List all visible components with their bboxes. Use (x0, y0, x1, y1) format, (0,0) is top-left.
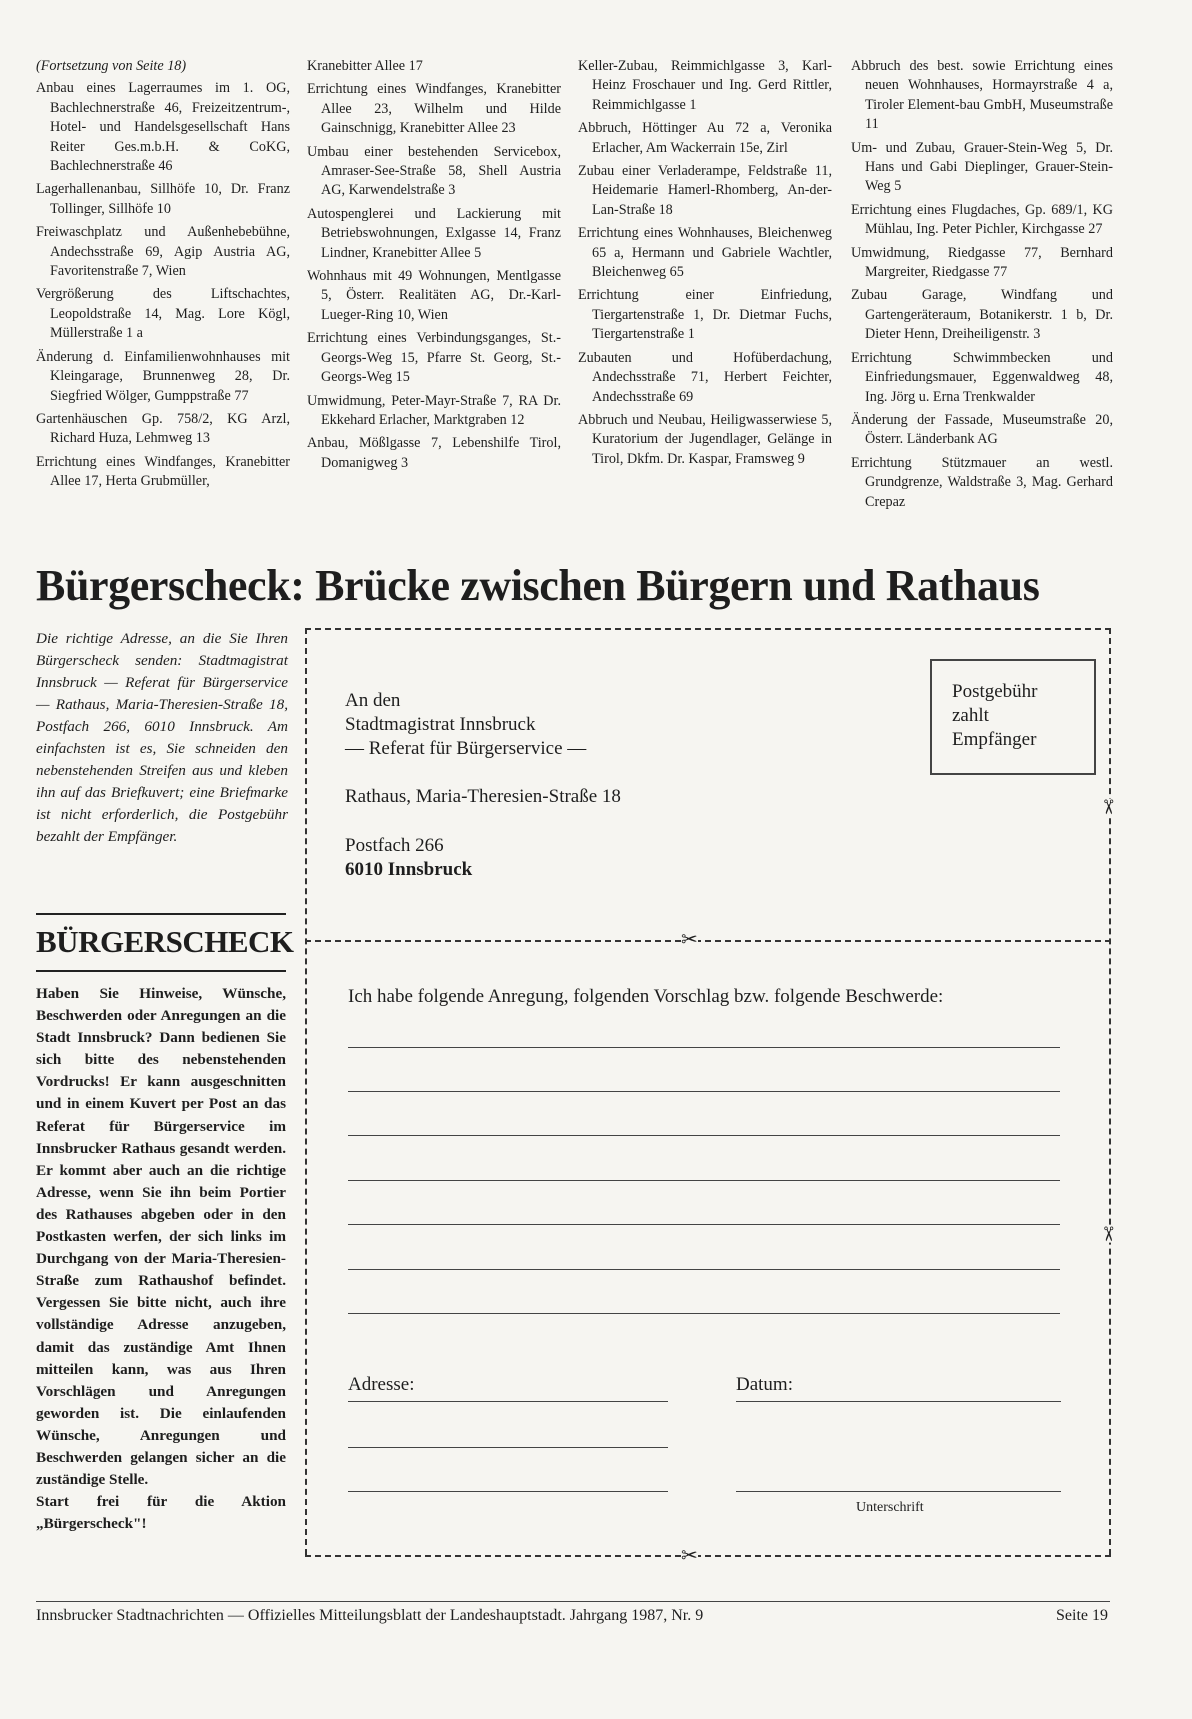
notice-entry: Wohnhaus mit 49 Wohnungen, Mentlgasse 5, Österr. Realitäten AG, Dr.-Karl-Lueger-Ring 10, Wien (307, 268, 561, 323)
continuation-note: (Fortsetzung von Seite 18) (36, 58, 187, 74)
writing-line[interactable] (348, 1313, 1060, 1314)
date-label: Datum: (736, 1374, 793, 1395)
form-prompt: Ich habe folgende Anregung, folgenden Vorschlag bzw. folgende Beschwerde: (348, 986, 944, 1007)
address-field[interactable] (348, 1447, 668, 1448)
writing-line[interactable] (348, 1269, 1060, 1270)
column-1 (36, 57, 290, 496)
notice-entry: Errichtung eines Windfanges, Kranebitter Allee 23, Wilhelm und Hilde Gainschnigg, Kranebitter Allee 23 (307, 81, 561, 137)
cut-line-right (1109, 628, 1111, 1555)
footer-rule (36, 1601, 1110, 1602)
notice-entry: Errichtung eines Verbindungsganges, St.-Georgs-Weg 15, Pfarre St. Georg, St.-Georgs-Weg 15 (307, 330, 561, 386)
notice-entry: Lagerhallenanbau, Sillhöfe 10, Dr. Franz Tollinger, Sillhöfe 10 (36, 181, 290, 217)
address-line: An den (345, 690, 401, 711)
notice-entry: Zubauten und Hofüberdachung, Andechsstraße 71, Herbert Feichter, Andechsstraße 69 (578, 349, 832, 405)
address-line: Postfach 266 (345, 835, 444, 856)
notice-entry: Abbruch, Höttinger Au 72 a, Veronika Erlacher, Am Wackerrain 15e, Zirl (578, 120, 832, 156)
postage-box (930, 659, 1096, 775)
writing-line[interactable] (348, 1047, 1060, 1048)
notice-entry: Errichtung Stützmauer an westl. Grundgrenze, Waldstraße 3, Mag. Gerhard Crepaz (851, 454, 1113, 510)
notice-entry: Anbau, Mößlgasse 7, Lebenshilfe Tirol, Domanigweg 3 (307, 435, 561, 471)
notice-entry: Freiwaschplatz und Außenhebebühne, Andechsstraße 69, Agip Austria AG, Favoritenstraße 7, Wien (36, 224, 290, 280)
divider (36, 970, 286, 972)
notice-entry: Errichtung eines Flugdaches, Gp. 689/1, KG Mühlau, Ing. Peter Pichler, Kirchgasse 27 (851, 201, 1113, 238)
column-3 (578, 57, 832, 473)
notice-entry: Anbau eines Lagerraumes im 1. OG, Bachlechnerstraße 46, Freizeitzentrum-, Hotel- und Handelsgesellschaft Hans Reiter Ges.m.b.H. & CoKG, Bachlechnerstraße 46 (36, 80, 290, 175)
address-label: Adresse: (348, 1374, 415, 1395)
cut-line-middle (305, 940, 1111, 942)
info-paragraph: Die richtige Adresse, an die Sie Ihren Bürgerscheck senden: Stadtmagistrat Innsbruck — Referat für Bürgerservice — Rathaus, Maria-Theresien-Straße 18, Postfach 266, 6010 Innsbruck. Am einfachsten ist es, Sie schneiden den nebenstehenden Streifen aus und kleben ihn auf das Briefkuvert; eine Briefmarke ist nicht erforderlich, die Postgebühr bezahlt der Empfänger. (36, 630, 288, 845)
column-4 (851, 57, 1113, 516)
notice-entry: Keller-Zubau, Reimmichlgasse 3, Karl-Heinz Froschauer und Ing. Gerd Rittler, Reimmichlgasse 1 (578, 58, 832, 113)
cut-line-left (305, 628, 307, 1555)
address-line: 6010 Innsbruck (345, 859, 473, 880)
address-line: Stadtmagistrat Innsbruck (345, 714, 536, 735)
address-field[interactable] (348, 1491, 668, 1492)
page-number: Seite 19 (1056, 1607, 1108, 1624)
footer-publication: Innsbrucker Stadtnachrichten — Offizielles Mitteilungsblatt der Landeshauptstadt. Jahrgang 1987, Nr. 9 (36, 1607, 704, 1624)
notice-entry: Abbruch des best. sowie Errichtung eines neuen Wohnhauses, Hormayrstraße 4 a, Tiroler Element-bau GmbH, Museumstraße 11 (851, 58, 1113, 133)
column-2 (307, 57, 561, 477)
divider (36, 913, 286, 915)
page-headline: Bürgerscheck: Brücke zwischen Bürgern und Rathaus (36, 561, 1040, 610)
cut-line-top (305, 628, 1111, 630)
scissors-icon: ✂ (1096, 1225, 1121, 1243)
postage-line: Postgebühr (952, 681, 1038, 702)
page-footer (36, 1607, 1108, 1625)
scissors-icon: ✂ (1096, 798, 1121, 816)
buergerscheck-text (36, 983, 286, 1535)
signature-label: Unterschrift (856, 1500, 924, 1515)
buergerscheck-paragraph: Haben Sie Hinweise, Wünsche, Beschwerden oder Anregungen an die Stadt Innsbruck? Dann bedienen Sie sich bitte des nebenstehenden Vordrucks! Er kann ausgeschnitten und in einem Kuvert per Post an das Referat für Bürgerservice im Innsbrucker Rathaus gesandt werden. Er kommt aber auch an die richtige Adresse, wenn Sie ihn beim Portier des Rathauses abgeben oder in den Postkasten werfen, der sich links im Durchgang von der Maria-Theresien-Straße zum Rathaushof befindet. Vergessen Sie bitte nicht, auch ihre vollständige Adresse anzugeben, damit das zuständige Amt Ihnen mitteilen kann, was aus Ihren Vorschlägen und Anregungen geworden ist. Die einlaufenden Wünsche, Anregungen und Beschwerden gelangen sicher an die zuständige Stelle. (36, 985, 286, 1489)
cut-line-bottom (305, 1555, 1111, 1557)
buergerscheck-cta: Start frei für die Aktion „Bürgerscheck"! (36, 1493, 286, 1533)
notice-entry: Umwidmung, Peter-Mayr-Straße 7, RA Dr. Ekkehard Erlacher, Marktgraben 12 (307, 392, 561, 428)
date-field[interactable] (736, 1401, 1061, 1402)
notice-entry: Errichtung einer Einfriedung, Tiergartenstraße 1, Dr. Dietmar Fuchs, Tiergartenstraße 1 (578, 287, 832, 343)
notice-entry: Errichtung eines Windfanges, Kranebitter Allee 17, Herta Grubmüller, (36, 453, 290, 490)
notice-entry: Umbau einer bestehenden Servicebox, Amraser-See-Straße 58, Shell Austria AG, Karwendelstraße 3 (307, 143, 561, 199)
notice-entry: Autospenglerei und Lackierung mit Betriebswohnungen, Exlgasse 14, Franz Lindner, Kranebitter Allee 5 (307, 205, 561, 261)
signature-field[interactable] (736, 1491, 1061, 1492)
notice-entry: Gartenhäuschen Gp. 758/2, KG Arzl, Richard Huza, Lehmweg 13 (36, 410, 290, 447)
writing-line[interactable] (348, 1135, 1060, 1136)
info-text (36, 628, 288, 848)
writing-line[interactable] (348, 1224, 1060, 1225)
buergerscheck-title: BÜRGERSCHECK (36, 924, 294, 959)
notice-entry: Errichtung Schwimmbecken und Einfriedungsmauer, Eggenwaldweg 48, Ing. Jörg u. Erna Trenkwalder (851, 349, 1113, 405)
notice-entry: Vergrößerung des Liftschachtes, Leopoldstraße 14, Mag. Lore Kögl, Müllerstraße 1 a (36, 286, 290, 342)
postage-line: zahlt (952, 705, 989, 726)
notice-entry: Änderung d. Einfamilienwohnhauses mit Kleingarage, Brunnenweg 28, Dr. Siegfried Wölger, Gumppstraße 77 (36, 348, 290, 404)
address-field[interactable] (348, 1401, 668, 1402)
writing-line[interactable] (348, 1180, 1060, 1181)
notice-entry: Zubau Garage, Windfang und Gartengeräteraum, Botanikerstr. 1 b, Dr. Dieter Henn, Dreiheiligenstr. 3 (851, 287, 1113, 343)
notice-entry: Umwidmung, Riedgasse 77, Bernhard Margreiter, Riedgasse 77 (851, 244, 1113, 281)
notice-entry: Um- und Zubau, Grauer-Stein-Weg 5, Dr. Hans und Gabi Dieplinger, Grauer-Stein-Weg 5 (851, 139, 1113, 195)
address-line: — Referat für Bürgerservice — (345, 738, 587, 759)
notice-entry: Errichtung eines Wohnhauses, Bleichenweg 65 a, Hermann und Gabriele Wachtler, Bleichenweg 65 (578, 225, 832, 281)
postage-line: Empfänger (952, 729, 1037, 750)
notice-entry: Kranebitter Allee 17 (307, 58, 423, 74)
notice-entry: Abbruch und Neubau, Heiligwasserwiese 5, Kuratorium der Jugendlager, Gelänge in Tirol, Dkfm. Dr. Kaspar, Framsweg 9 (578, 411, 832, 467)
scissors-icon: ✂ (681, 927, 698, 951)
notice-entry: Zubau einer Verladerampe, Feldstraße 11, Heidemarie Hamerl-Rhomberg, An-der-Lan-Straße 18 (578, 163, 832, 218)
address-line: Rathaus, Maria-Theresien-Straße 18 (345, 786, 621, 807)
scissors-icon: ✂ (681, 1543, 698, 1567)
writing-line[interactable] (348, 1091, 1060, 1092)
notice-entry: Änderung der Fassade, Museumstraße 20, Österr. Länderbank AG (851, 411, 1113, 448)
